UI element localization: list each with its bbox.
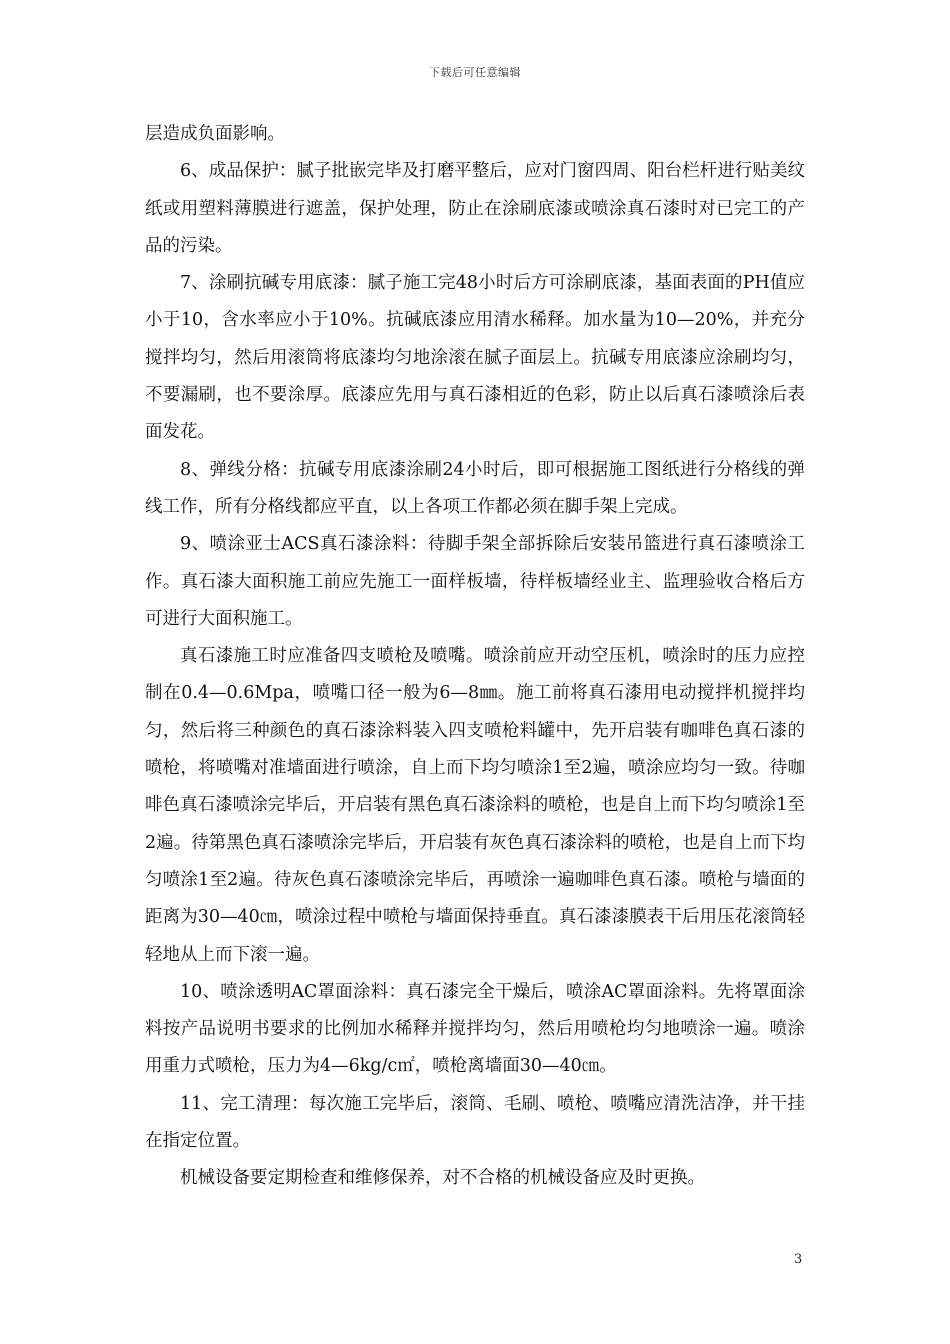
paragraph-finished-product-protection: 6、成品保护：腻子批嵌完毕及打磨平整后，应对门窗四周、阳台栏杆进行贴美纹纸或用塑料薄膜进行遮盖，保护处理，防止在涂刷底漆或喷涂真石漆时对已完工的产品的污染。	[145, 161, 805, 256]
paragraph-cleanup: 11、完工清理：每次施工完毕后，滚筒、毛刷、喷枪、喷嘴应清洗洁净，并干挂在指定位置。	[145, 1093, 805, 1152]
paragraph-spray-ac-topcoat: 10、喷涂透明AC罩面涂料：真石漆完全干燥后，喷涂AC罩面涂料。先将罩面涂料按产品说明书要求的比例加水稀释并搅拌均匀，然后用喷枪均匀地喷涂一遍。喷涂用重力式喷枪，压力为4—6kg/c㎡，喷枪离墙面30—40㎝。	[145, 981, 805, 1077]
paragraph-spray-stone-paint: 9、喷涂亚士ACS真石漆涂料：待脚手架全部拆除后安装吊篮进行真石漆喷涂工作。真石漆大面积施工前应先施工一面样板墙，待样板墙经业主、监理验收合格后方可进行大面积施工。	[145, 534, 805, 629]
paragraph-stone-paint-construction: 真石漆施工时应准备四支喷枪及喷嘴。喷涂前应开动空压机，喷涂时的压力应控制在0.4—0.6Mpa，喷嘴口径一般为6—8㎜。施工前将真石漆用电动搅拌机搅拌均匀，然后将三种颜色的真石漆涂料装入四支喷枪料罐中，先开启装有咖啡色真石漆的喷枪，将喷嘴对准墙面进行喷涂，自上而下均匀喷涂1至2遍，喷涂应均匀一致。待咖啡色真石漆喷涂完毕后，开启装有黑色真石漆涂料的喷枪，也是自上而下均匀喷涂1至2遍。待第黑色真石漆喷涂完毕后，开启装有灰色真石漆涂料的喷枪，也是自上而下均匀喷涂1至2遍。待灰色真石漆喷涂完毕后，再喷涂一遍咖啡色真石漆。喷枪与墙面的距离为30—40㎝，喷涂过程中喷枪与墙面保持垂直。真石漆漆膜表干后用压花滚筒轻轻地从上而下滚一遍。	[145, 646, 805, 965]
paragraph-continuation: 层造成负面影响。	[145, 124, 285, 144]
paragraph-equipment-maintenance: 机械设备要定期检查和维修保养，对不合格的机械设备应及时更换。	[180, 1168, 705, 1189]
paragraph-alkali-primer: 7、涂刷抗碱专用底漆：腻子施工完48小时后方可涂刷底漆，基面表面的PH值应小于10，含水率应小于10%。抗碱底漆应用清水稀释。加水量为10—20%，并充分搅拌均匀，然后用滚筒将底漆均匀地涂滚在腻子面层上。抗碱专用底漆应涂刷均匀，不要漏刷，也不要涂厚。底漆应先用与真石漆相近的色彩，防止以后真石漆喷涂后表面发花。	[145, 273, 805, 443]
paragraph-line-division: 8、弹线分格：抗碱专用底漆涂刷24小时后，即可根据施工图纸进行分格线的弹线工作，所有分格线都应平直，以上各项工作都必须在脚手架上完成。	[145, 459, 805, 517]
page-number: 3	[794, 1252, 803, 1267]
page-header: 下载后可任意编辑	[429, 66, 521, 79]
document-body	[145, 116, 805, 1198]
